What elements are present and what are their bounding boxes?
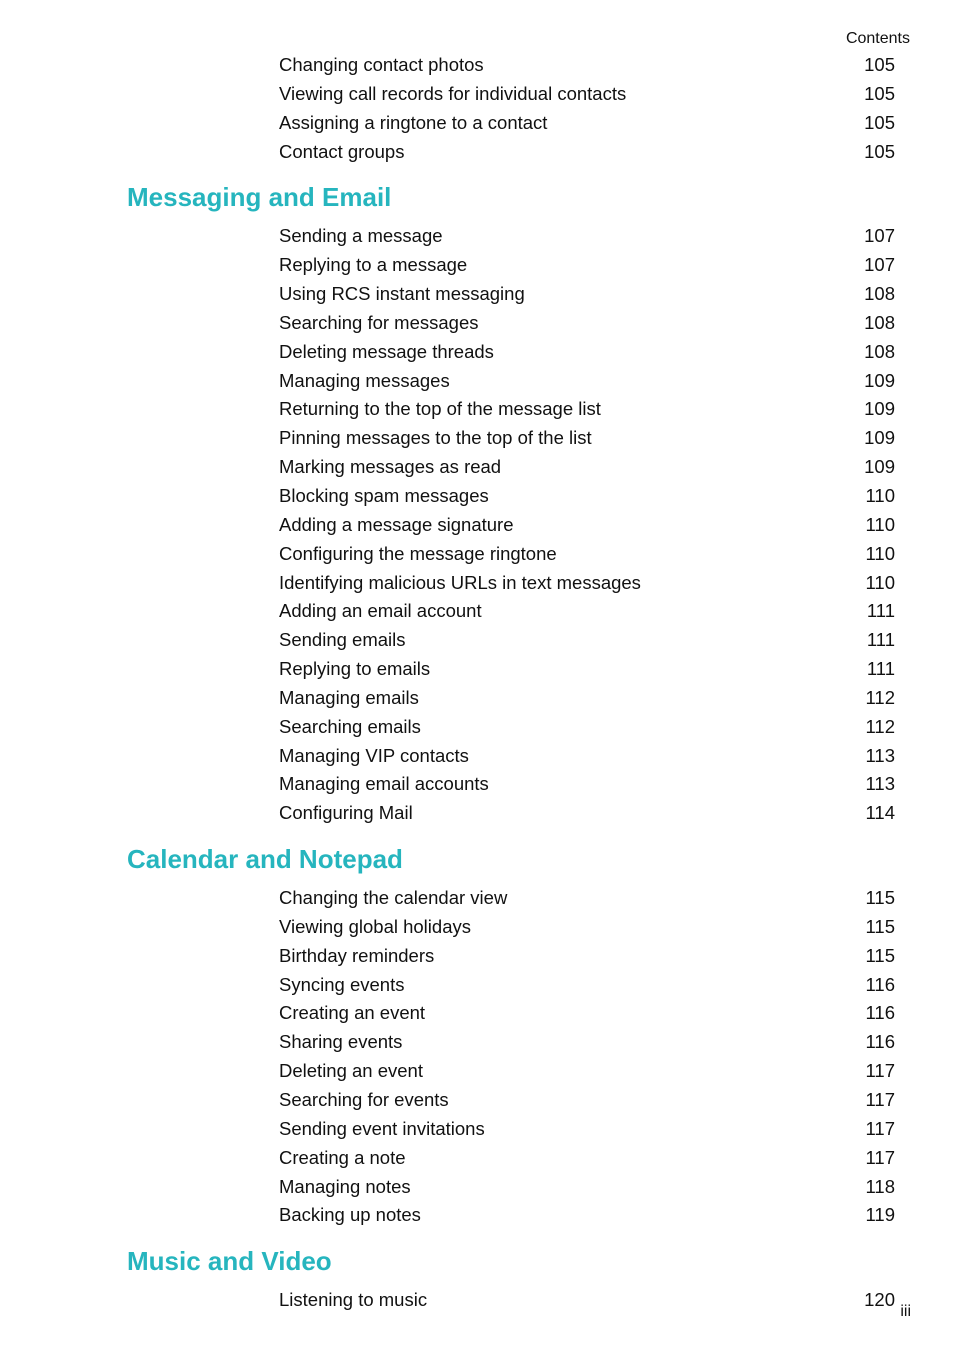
toc-entry-page: 105 [864, 82, 895, 104]
section-heading [0, 842, 954, 884]
toc-entry-title: Managing VIP contacts [279, 744, 469, 766]
toc-entry-title: Blocking spam messages [279, 484, 489, 506]
toc-entry[interactable] [0, 884, 954, 913]
toc-entry-page: 117 [865, 1146, 895, 1168]
toc-entry-title: Contact groups [279, 140, 405, 162]
toc-entry[interactable] [0, 1173, 954, 1202]
toc-entry-page: 110 [865, 542, 895, 564]
toc-entry-title: Adding a message signature [279, 513, 514, 535]
toc-entry[interactable] [0, 999, 954, 1028]
section-heading [0, 1244, 954, 1286]
toc-entry-title: Deleting message threads [279, 340, 494, 362]
table-of-contents [0, 51, 954, 1315]
toc-entry-page: 114 [865, 802, 895, 824]
toc-entry[interactable] [0, 597, 954, 626]
toc-entry-title: Sending event invitations [279, 1117, 485, 1139]
toc-entry-title: Backing up notes [279, 1204, 421, 1226]
toc-entry[interactable] [0, 1201, 954, 1230]
toc-entry[interactable] [0, 309, 954, 338]
toc-entry-page: 116 [865, 1002, 895, 1024]
toc-entry[interactable] [0, 770, 954, 799]
toc-entry-title: Deleting an event [279, 1060, 423, 1082]
toc-entry[interactable] [0, 655, 954, 684]
toc-entry-page: 112 [865, 686, 895, 708]
toc-entry[interactable] [0, 684, 954, 713]
toc-entry-title: Configuring the message ringtone [279, 542, 557, 564]
page-number: iii [900, 1303, 911, 1320]
toc-entry-page: 111 [866, 629, 895, 651]
toc-entry[interactable] [0, 913, 954, 942]
toc-entry-title: Managing notes [279, 1175, 411, 1197]
toc-entry[interactable] [0, 540, 954, 569]
toc-entry[interactable] [0, 626, 954, 655]
toc-entry-title: Sharing events [279, 1031, 403, 1053]
toc-entry-page: 112 [865, 715, 895, 737]
toc-entry-page: 116 [865, 1031, 895, 1053]
toc-entry-title: Birthday reminders [279, 944, 435, 966]
toc-entry[interactable] [0, 424, 954, 453]
section-heading-text: Music and Video [127, 1246, 332, 1277]
toc-entry-page: 107 [864, 225, 895, 247]
toc-entry-title: Changing contact photos [279, 54, 484, 75]
toc-entry-title: Assigning a ringtone to a contact [279, 111, 548, 133]
toc-entry-page: 109 [864, 369, 895, 391]
toc-entry[interactable] [0, 51, 954, 80]
toc-entry-title: Creating a note [279, 1146, 406, 1168]
toc-entry-page: 113 [865, 773, 895, 795]
toc-entry[interactable] [0, 80, 954, 109]
toc-entry-page: 117 [865, 1060, 895, 1082]
toc-entry-title: Searching emails [279, 715, 421, 737]
toc-entry-title: Sending emails [279, 629, 406, 651]
toc-entry-page: 113 [865, 744, 895, 766]
toc-entry-page: 110 [865, 484, 895, 506]
toc-entry-page: 118 [865, 1175, 895, 1197]
toc-entry[interactable] [0, 1286, 954, 1315]
toc-entry-title: Listening to music [279, 1289, 428, 1311]
toc-entry-title: Identifying malicious URLs in text messages [279, 571, 641, 593]
toc-entry-title: Viewing global holidays [279, 915, 471, 937]
toc-entry-page: 117 [865, 1117, 895, 1139]
toc-entry[interactable] [0, 222, 954, 251]
toc-entry-page: 110 [865, 513, 895, 535]
toc-entry-title: Replying to emails [279, 658, 431, 680]
toc-entry[interactable] [0, 742, 954, 771]
toc-entry[interactable] [0, 971, 954, 1000]
toc-entry-title: Managing emails [279, 686, 419, 708]
toc-entry-page: 108 [864, 311, 895, 333]
toc-entry-page: 116 [865, 973, 895, 995]
toc-entry[interactable] [0, 138, 954, 167]
section-heading-text: Messaging and Email [127, 182, 392, 213]
toc-entry-title: Configuring Mail [279, 802, 413, 824]
toc-entry[interactable] [0, 1144, 954, 1173]
toc-entry[interactable] [0, 109, 954, 138]
toc-entry[interactable] [0, 395, 954, 424]
toc-entry-page: 107 [864, 254, 895, 276]
toc-entry[interactable] [0, 713, 954, 742]
toc-entry[interactable] [0, 251, 954, 280]
toc-entry-title: Viewing call records for individual contacts [279, 82, 627, 104]
toc-entry-title: Managing messages [279, 369, 450, 391]
section-heading-text: Calendar and Notepad [127, 844, 403, 875]
toc-entry-page: 115 [865, 944, 895, 966]
toc-entry[interactable] [0, 1057, 954, 1086]
toc-entry[interactable] [0, 569, 954, 598]
toc-entry[interactable] [0, 482, 954, 511]
toc-entry-page: 108 [864, 283, 895, 305]
toc-entry-page: 105 [864, 111, 895, 133]
toc-entry-title: Replying to a message [279, 254, 468, 276]
toc-entry-page: 119 [865, 1204, 895, 1226]
toc-entry-page: 105 [864, 54, 895, 75]
toc-entry-page: 105 [864, 140, 895, 162]
running-header: Contents [845, 30, 910, 47]
toc-entry[interactable] [0, 1115, 954, 1144]
toc-entry-title: Searching for events [279, 1089, 449, 1110]
toc-entry-title: Changing the calendar view [279, 887, 508, 909]
toc-entry-title: Managing email accounts [279, 773, 489, 795]
toc-entry-title: Creating an event [279, 1002, 426, 1024]
toc-entry-title: Adding an email account [279, 600, 482, 622]
toc-entry[interactable] [0, 942, 954, 971]
toc-entry-title: Sending a message [279, 225, 443, 247]
toc-entry[interactable] [0, 1028, 954, 1057]
toc-entry-page: 109 [864, 427, 895, 449]
toc-entry[interactable] [0, 511, 954, 540]
toc-entry[interactable] [0, 338, 954, 367]
toc-entry-page: 115 [865, 887, 895, 909]
toc-entry-page: 120 [864, 1289, 895, 1311]
toc-entry-page: 109 [864, 398, 895, 420]
toc-entry[interactable] [0, 453, 954, 482]
toc-entry-page: 108 [864, 340, 895, 362]
toc-entry-page: 111 [866, 600, 895, 622]
toc-entry-page: 109 [864, 456, 895, 478]
toc-entry-title: Searching for messages [279, 311, 479, 333]
toc-entry-title: Marking messages as read [279, 456, 502, 478]
toc-entry[interactable] [0, 280, 954, 309]
toc-entry-title: Pinning messages to the top of the list [279, 427, 592, 449]
section-heading [0, 180, 954, 222]
toc-entry[interactable] [0, 799, 954, 828]
toc-entry-page: 115 [865, 915, 895, 937]
toc-entry[interactable] [0, 1086, 954, 1115]
toc-entry-page: 110 [865, 571, 895, 593]
toc-entry-title: Returning to the top of the message list [279, 398, 601, 420]
toc-entry-title: Syncing events [279, 973, 405, 995]
toc-entry-title: Using RCS instant messaging [279, 283, 525, 305]
toc-entry-page: 111 [866, 658, 895, 680]
toc-entry-page: 117 [865, 1089, 895, 1110]
toc-entry[interactable] [0, 367, 954, 396]
